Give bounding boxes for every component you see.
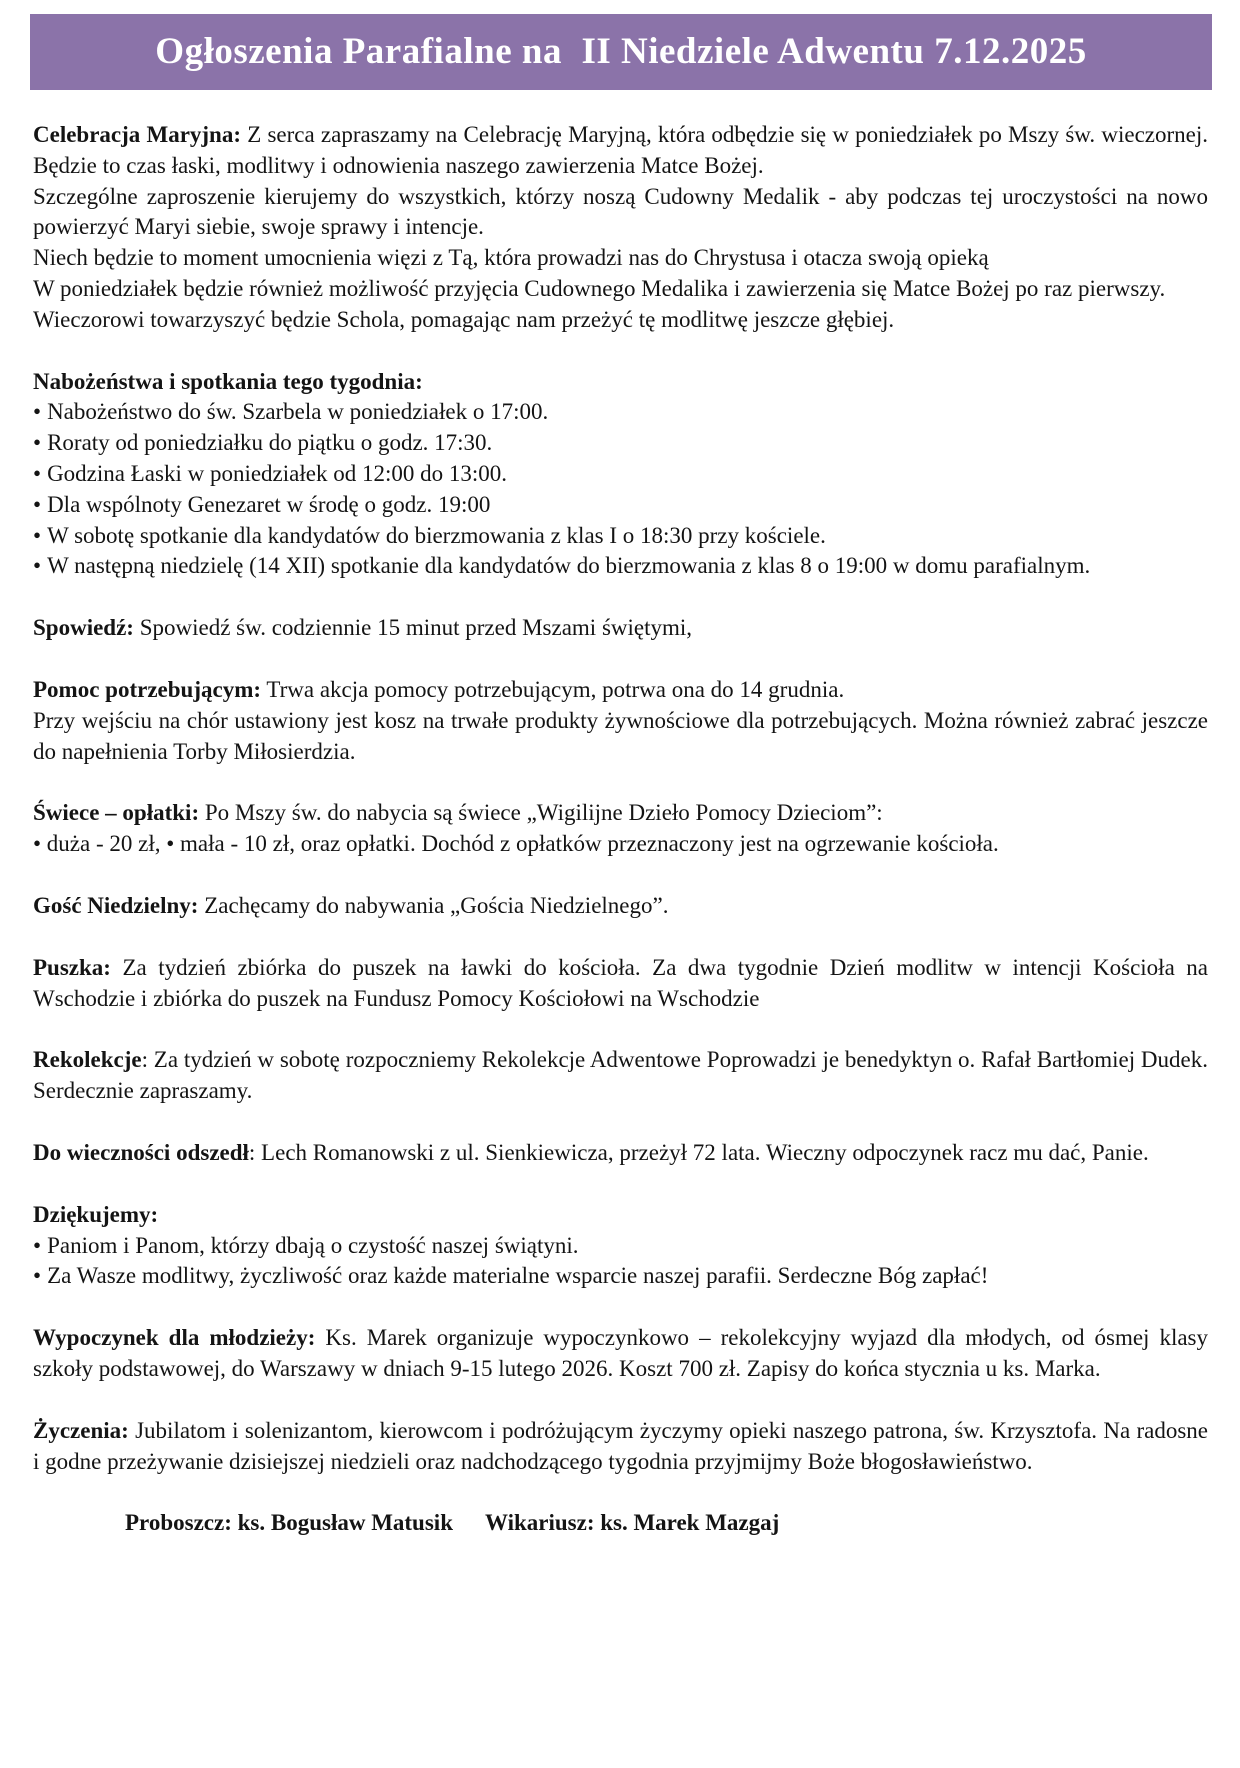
bullet-text: Godzina Łaski w poniedziałek od 12:00 do 13:00.	[47, 460, 507, 486]
section-label: Gość Niedzielny:	[33, 892, 199, 918]
bullet-icon: •	[33, 399, 42, 425]
section-wypoczynek-dla-mlodziezy	[33, 1323, 1208, 1385]
proboszcz-name: Proboszcz: ks. Bogusław Matusik	[125, 1510, 453, 1536]
bullet-icon: •	[33, 1263, 42, 1289]
section-label: Nabożeństwa i spotkania tego tygodnia:	[33, 368, 423, 394]
bullet-text: Paniom i Panom, którzy dbają o czystość naszej świątyni.	[47, 1232, 579, 1258]
paragraph-text: Spowiedź św. codziennie 15 minut przed Mszami świętymi,	[139, 615, 693, 641]
paragraph-text: Jubilatom i solenizantom, kierowcom i podróżującym życzymy opieki naszego patrona, św. Krzysztofa. Na radosne i godne przeżywanie dzisiejszej niedzieli oraz nadchodzącego tygodnia przyjmijmy Boże błogosławieństwo.	[33, 1417, 1208, 1474]
paragraph	[33, 706, 1208, 768]
bullet-item	[33, 397, 1208, 428]
bullet-icon: •	[33, 460, 42, 486]
clergy-signature-line	[33, 1508, 1208, 1539]
paragraph-text: Przy wejściu na chór ustawiony jest kosz na trwałe produkty żywnościowe dla potrzebujących. Można również zabrać jeszcze do napełnienia Torby Miłosierdzia.	[33, 707, 1208, 764]
section-gosc-niedzielny	[33, 891, 1208, 922]
paragraph	[33, 953, 1208, 1015]
paragraph	[33, 182, 1208, 244]
title-banner	[30, 14, 1212, 90]
paragraph	[33, 1416, 1208, 1478]
section-heading	[33, 1200, 1208, 1231]
bullet-text: Dla wspólnoty Genezaret w środę o godz. 19:00	[47, 491, 491, 517]
section-pomoc-potrzebujacym	[33, 675, 1208, 767]
wikariusz-name: Wikariusz: ks. Marek Mazgaj	[485, 1510, 780, 1536]
section-zyczenia	[33, 1416, 1208, 1478]
bullet-item	[33, 1231, 1208, 1262]
paragraph	[33, 243, 1208, 274]
paragraph-text: Po Mszy św. do nabycia są świece „Wigilijne Dzieło Pomocy Dzieciom”:	[204, 800, 883, 826]
paragraph-text: Niech będzie to moment umocnienia więzi z Tą, która prowadzi nas do Chrystusa i otacza swoją opieką	[33, 245, 989, 271]
paragraph	[33, 1045, 1208, 1107]
announcements-body	[0, 90, 1240, 1539]
bullet-icon: •	[33, 1232, 42, 1258]
paragraph	[33, 798, 1208, 829]
section-label: Życzenia:	[33, 1417, 129, 1443]
section-label: Puszka:	[33, 954, 111, 980]
bullet-icon: •	[33, 430, 42, 456]
paragraph-text: Zachęcamy do nabywania „Gościa Niedzielnego”.	[204, 892, 669, 918]
page	[0, 14, 1240, 1768]
paragraph	[33, 891, 1208, 922]
paragraph	[33, 829, 1208, 860]
bullet-item	[33, 428, 1208, 459]
section-label: Dziękujemy:	[33, 1201, 159, 1227]
section-label: Celebracja Maryjna:	[33, 122, 242, 147]
section-puszka	[33, 953, 1208, 1015]
bullet-text: Nabożeństwo do św. Szarbela w poniedziałek o 17:00.	[47, 399, 549, 425]
bullet-text: W następną niedzielę (14 XII) spotkanie dla kandydatów do bierzmowania z klas 8 o 19:00 w domu parafialnym.	[47, 553, 1091, 579]
paragraph	[33, 120, 1208, 182]
section-label: Świece – opłatki:	[33, 800, 200, 826]
bullet-item	[33, 1261, 1208, 1292]
paragraph-text: Wieczorowi towarzyszyć będzie Schola, pomagając nam przeżyć tę modlitwę jeszcze głębiej.	[33, 306, 895, 332]
bullet-text: Za Wasze modlitwy, życzliwość oraz każde materialne wsparcie naszej parafii. Serdeczne Bóg zapłać!	[47, 1263, 989, 1289]
bullet-item	[33, 459, 1208, 490]
section-do-wiecznosci-odszedl	[33, 1138, 1208, 1169]
paragraph	[33, 274, 1208, 305]
paragraph	[33, 305, 1208, 336]
paragraph-text: W poniedziałek będzie również możliwość przyjęcia Cudownego Medalika i zawierzenia się Matce Bożej po raz pierwszy.	[33, 275, 1166, 301]
section-label: Pomoc potrzebującym:	[33, 676, 262, 702]
paragraph	[33, 613, 1208, 644]
section-heading	[33, 367, 1208, 398]
bullet-icon: •	[33, 491, 42, 517]
section-label: Spowiedź:	[33, 615, 134, 641]
section-swiece-oplatki	[33, 798, 1208, 860]
section-rekolekcje	[33, 1045, 1208, 1107]
paragraph-text: Szczególne zaproszenie kierujemy do wszystkich, którzy noszą Cudowny Medalik - aby podczas tej uroczystości na nowo powierzyć Maryi siebie, swoje sprawy i intencje.	[33, 183, 1208, 240]
bullet-text: W sobotę spotkanie dla kandydatów do bierzmowania z klas I o 18:30 przy kościele.	[47, 522, 826, 548]
section-spowiedz	[33, 613, 1208, 644]
section-label: Rekolekcje	[33, 1047, 142, 1073]
section-nabozenstwa-i-spotkania	[33, 367, 1208, 583]
section-dziekujemy	[33, 1200, 1208, 1292]
paragraph-text: • duża - 20 zł, • mała - 10 zł, oraz opłatki. Dochód z opłatków przeznaczony jest na ogrzewanie kościoła.	[33, 831, 999, 857]
paragraph-text: : Lech Romanowski z ul. Sienkiewicza, przeżył 72 lata. Wieczny odpoczynek racz mu dać, Panie.	[248, 1139, 1149, 1165]
paragraph-text: Za tydzień zbiórka do puszek na ławki do kościoła. Za dwa tygodnie Dzień modlitw w intencji Kościoła na Wschodzie i zbiórka do puszek na Fundusz Pomocy Kościołowi na Wschodzie	[33, 954, 1209, 1011]
paragraph-text: : Za tydzień w sobotę rozpoczniemy Rekolekcje Adwentowe Poprowadzi je benedyktyn o. Rafał Bartłomiej Dudek. Serdecznie zapraszamy.	[33, 1047, 1208, 1104]
bullet-item	[33, 551, 1208, 582]
bullet-item	[33, 490, 1208, 521]
paragraph	[33, 1138, 1208, 1169]
bullet-item	[33, 521, 1208, 552]
section-label: Wypoczynek dla młodzieży:	[33, 1325, 316, 1351]
bullet-icon: •	[33, 522, 42, 548]
paragraph-text: Trwa akcja pomocy potrzebującym, potrwa ona do 14 grudnia.	[266, 676, 845, 702]
bullet-text: Roraty od poniedziałku do piątku o godz. 17:30.	[47, 430, 493, 456]
page-title: Ogłoszenia Parafialne na II Niedziele Adwentu 7.12.2025	[155, 30, 1087, 72]
paragraph-text: Z serca zapraszamy na Celebrację Maryjną, która odbędzie się w poniedziałek po Mszy św. wieczornej. Będzie to czas łaski, modlitwy i odnowienia naszego zawierzenia Matce Bożej.	[33, 122, 1209, 178]
paragraph	[33, 675, 1208, 706]
bullet-icon: •	[33, 553, 42, 579]
paragraph-text: Ks. Marek organizuje wypoczynkowo – rekolekcyjny wyjazd dla młodych, od ósmej klasy szkoły podstawowej, do Warszawy w dniach 9-15 lutego 2026. Koszt 700 zł. Zapisy do końca stycznia u ks. Marka.	[33, 1325, 1208, 1381]
section-label: Do wieczności odszedł	[33, 1139, 249, 1165]
section-celebracja-maryjna	[33, 120, 1208, 336]
paragraph	[33, 1323, 1208, 1385]
